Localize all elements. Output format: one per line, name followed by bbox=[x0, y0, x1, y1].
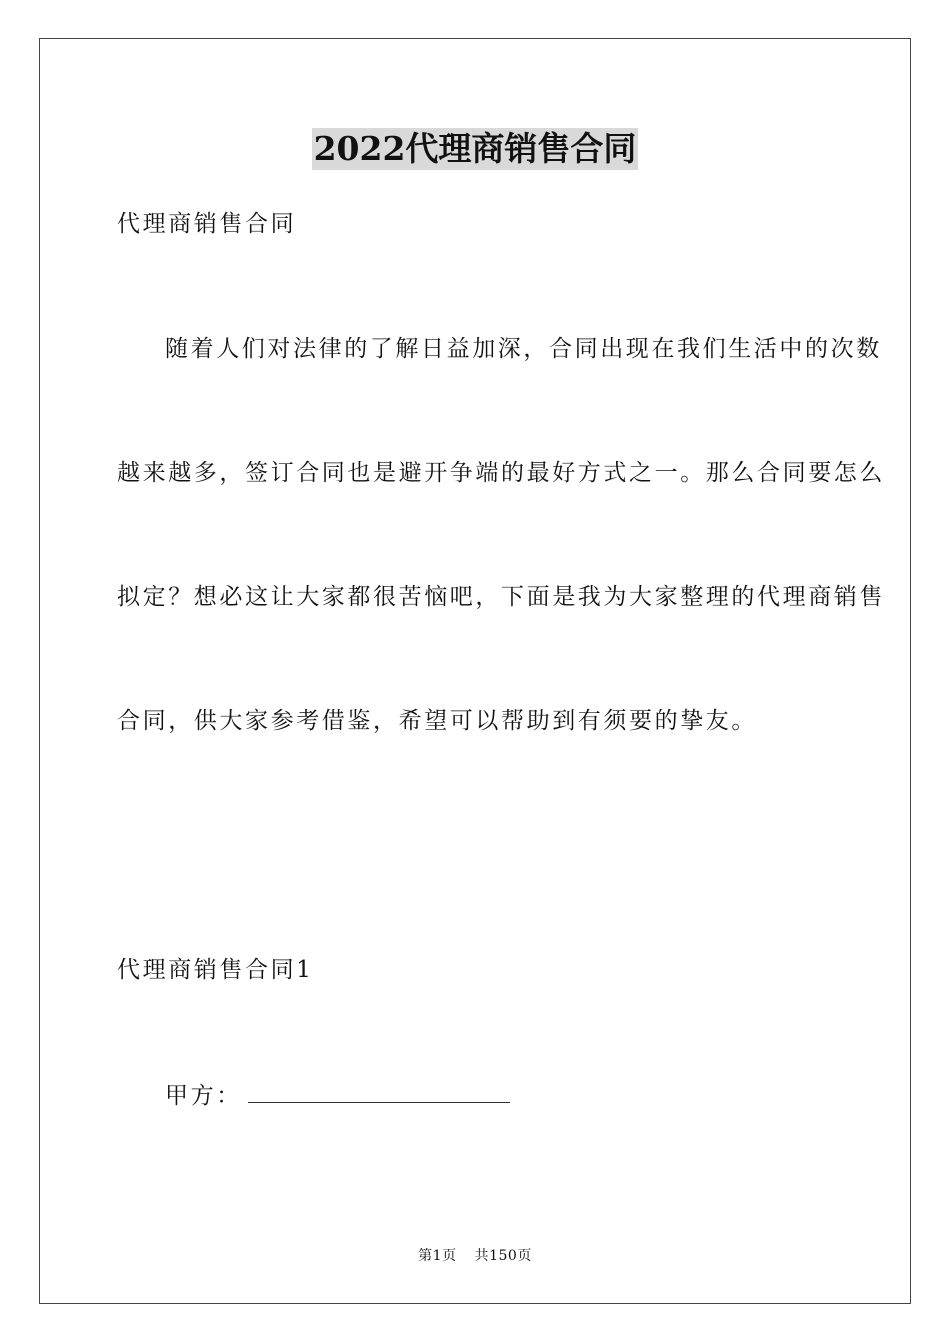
party-a-row bbox=[165, 1080, 510, 1111]
section-heading: 代理商销售合同1 bbox=[117, 957, 314, 983]
page-total: 共150页 bbox=[474, 1248, 532, 1264]
party-a-label: 甲方： bbox=[165, 1083, 242, 1109]
contract-subtitle: 代理商销售合同 bbox=[117, 211, 297, 237]
page-footer bbox=[0, 1247, 950, 1265]
intro-line-2: 越来越多，签订合同也是避开争端的最好方式之一。那么合同要怎么 bbox=[117, 460, 885, 486]
party-a-blank-line bbox=[248, 1080, 510, 1103]
document-title-container bbox=[0, 128, 950, 170]
intro-line-3: 拟定？想必这让大家都很苦恼吧，下面是我为大家整理的代理商销售 bbox=[117, 584, 885, 610]
page-number: 第1页 bbox=[418, 1248, 457, 1264]
intro-line-1: 随着人们对法律的了解日益加深，合同出现在我们生活中的次数 bbox=[165, 336, 882, 362]
intro-line-4: 合同，供大家参考借鉴，希望可以帮助到有须要的挚友。 bbox=[117, 708, 757, 734]
document-title: 2022代理商销售合同 bbox=[313, 129, 637, 168]
